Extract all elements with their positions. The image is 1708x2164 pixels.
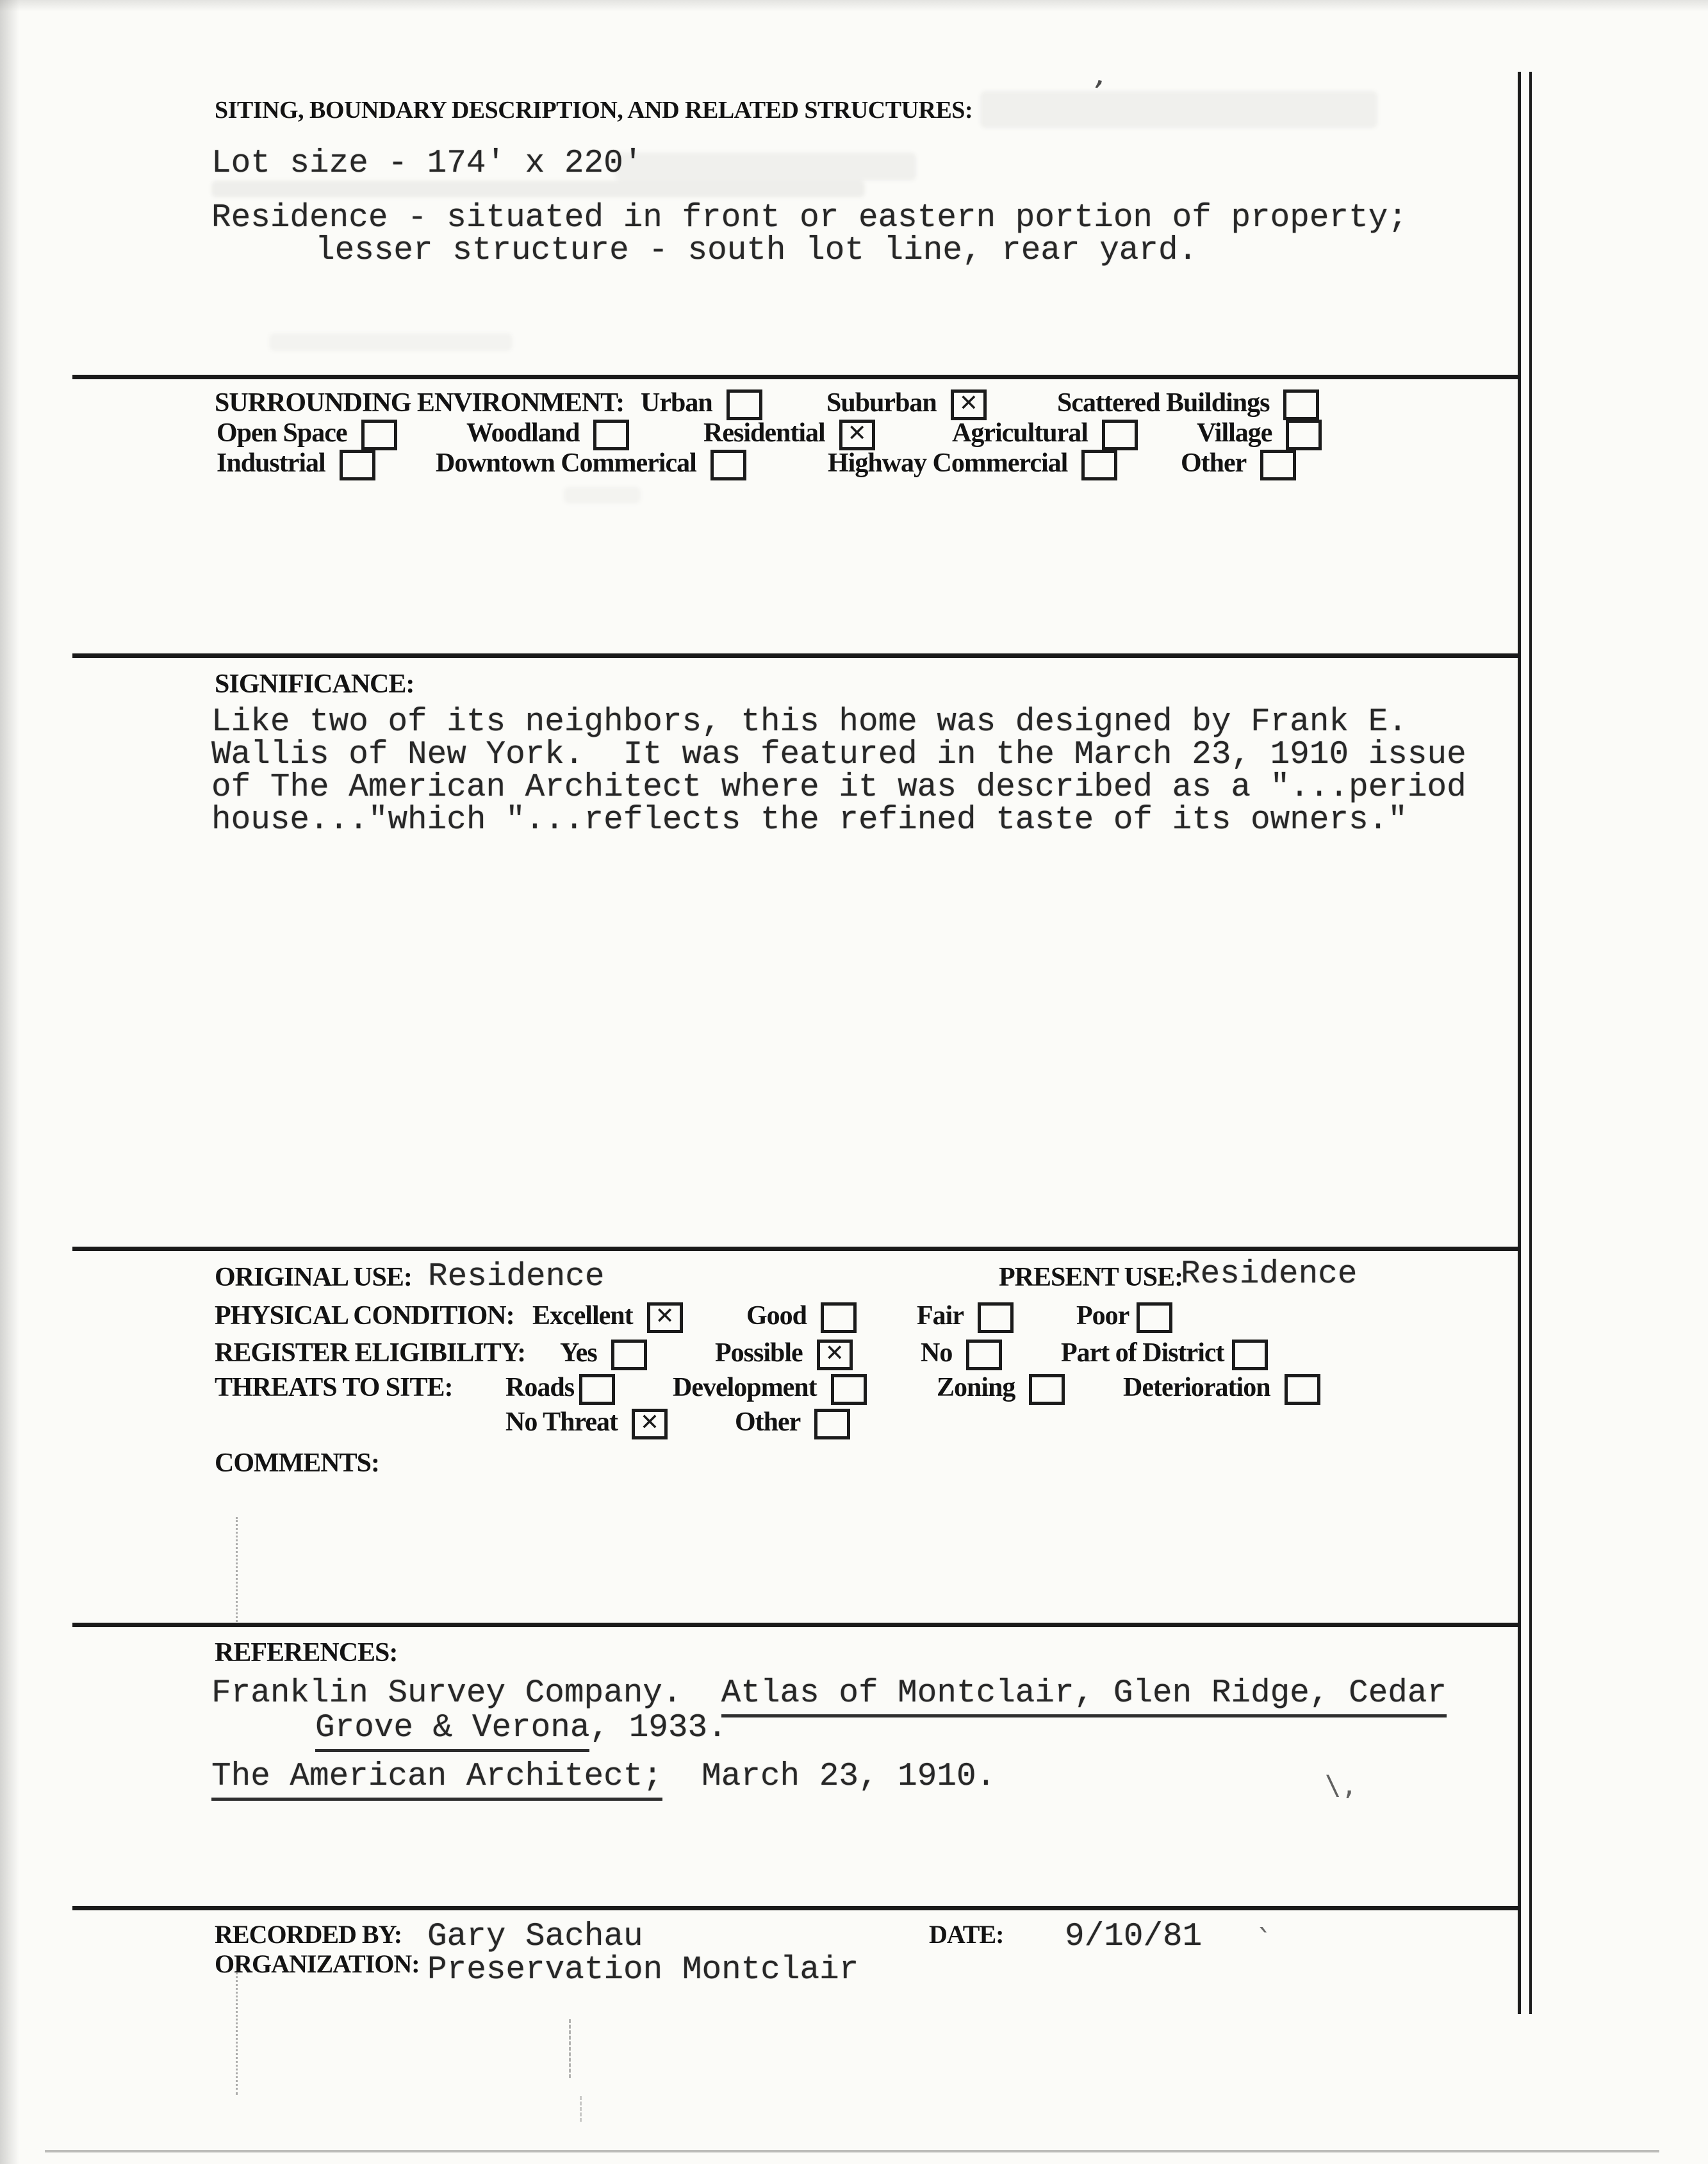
scan-artifact-dash-small <box>580 2096 582 2122</box>
threats-option-deterioration-label: Deterioration <box>1123 1373 1270 1402</box>
env-checkbox-downtown-commerical[interactable] <box>710 450 746 480</box>
section-divider-3 <box>72 1247 1519 1251</box>
threats-option-other-label: Other <box>735 1407 801 1437</box>
environment-row-3 <box>0 448 1708 482</box>
env-checkbox-industrial[interactable] <box>340 450 375 480</box>
register-eligibility-label: REGISTER ELIGIBILITY: <box>215 1338 526 1368</box>
references-heading: REFERENCES: <box>215 1638 398 1668</box>
env-checkbox-residential[interactable] <box>839 420 875 450</box>
register-checkbox-yes[interactable] <box>611 1340 647 1370</box>
physical-option-poor-label: Poor <box>1076 1301 1129 1331</box>
env-checkbox-other[interactable] <box>1260 450 1296 480</box>
physical-checkbox-good[interactable] <box>821 1302 857 1333</box>
env-option-open-space-label: Open Space <box>217 418 347 448</box>
env-option-urban-label: Urban <box>641 388 712 418</box>
reference-1-title-part-1: Atlas of Montclair, Glen Ridge, Cedar <box>721 1675 1447 1717</box>
physical-checkbox-fair[interactable] <box>978 1302 1014 1333</box>
env-option-scattered-buildings-label: Scattered Buildings <box>1057 388 1270 418</box>
env-option-village-label: Village <box>1197 418 1272 448</box>
register-checkbox-part-of-district[interactable] <box>1232 1340 1268 1370</box>
register-option-possible-label: Possible <box>715 1338 803 1368</box>
physical-option-poor <box>1076 1300 1172 1333</box>
scan-smudge-lot-size <box>615 152 916 181</box>
scan-edge-top <box>0 0 1708 12</box>
env-option-agricultural-label: Agricultural <box>952 418 1088 448</box>
scan-smudge-top-right <box>980 91 1377 128</box>
threats-checkbox-zoning[interactable] <box>1029 1374 1065 1405</box>
right-margin-double-rule <box>1518 72 1532 2014</box>
env-option-agricultural <box>952 418 1138 450</box>
present-use-label: PRESENT USE: <box>999 1263 1183 1292</box>
physical-option-good <box>746 1300 857 1333</box>
reference-1-suffix: , 1933. <box>589 1710 727 1746</box>
siting-desc-line1: Residence - situated in front or eastern portion of property; <box>211 200 1408 236</box>
env-checkbox-open-space[interactable] <box>361 420 397 450</box>
scan-fold-line-lower <box>236 1972 238 2095</box>
scan-artifact-dash <box>569 2019 571 2078</box>
recorded-by-label: RECORDED BY: <box>215 1920 402 1949</box>
scan-fold-line-upper <box>236 1517 238 1622</box>
significance-heading: SIGNIFICANCE: <box>215 669 415 699</box>
env-option-suburban <box>826 388 987 420</box>
threats-option-roads-label: Roads <box>505 1373 575 1402</box>
register-eligibility-row <box>0 1338 1708 1372</box>
use-row <box>0 1256 1708 1297</box>
significance-line-3: of The American Architect where it was described as a "...period <box>211 769 1466 806</box>
reference-1-line-2 <box>315 1712 727 1744</box>
comments-label: COMMENTS: <box>215 1448 379 1478</box>
reference-1-line-1 <box>211 1677 1447 1710</box>
threats-checkbox-roads[interactable] <box>579 1374 615 1405</box>
physical-option-fair-label: Fair <box>917 1301 964 1331</box>
register-checkbox-no[interactable] <box>966 1340 1002 1370</box>
env-option-industrial-label: Industrial <box>217 448 325 478</box>
env-checkbox-woodland[interactable] <box>593 420 629 450</box>
env-option-residential-label: Residential <box>703 418 825 448</box>
organization-value: Preservation Montclair <box>427 1952 859 1988</box>
threats-option-no-threat-label: No Threat <box>505 1407 618 1437</box>
env-option-village <box>1197 418 1322 450</box>
physical-condition-label: PHYSICAL CONDITION: <box>215 1301 514 1331</box>
env-option-downtown-commerical <box>436 448 746 480</box>
register-option-yes-label: Yes <box>560 1338 597 1368</box>
date-value: 9/10/81 <box>1065 1919 1203 1955</box>
scan-smudge-env <box>564 487 641 504</box>
threats-row-2 <box>0 1407 1708 1441</box>
env-option-highway-commercial <box>828 448 1117 480</box>
register-option-part-of-district <box>1061 1338 1268 1370</box>
env-checkbox-highway-commercial[interactable] <box>1081 450 1117 480</box>
section-divider-1 <box>72 375 1519 379</box>
env-option-other <box>1181 448 1296 480</box>
reference-2-suffix: March 23, 1910. <box>662 1758 996 1795</box>
threats-row-1 <box>0 1372 1708 1407</box>
reference-1-prefix: Franklin Survey Company. <box>211 1675 721 1712</box>
register-option-yes <box>560 1338 647 1370</box>
physical-condition-row <box>0 1300 1708 1335</box>
original-use-label: ORIGINAL USE: <box>215 1263 412 1292</box>
section-divider-2 <box>72 653 1519 658</box>
threats-option-development <box>673 1372 867 1405</box>
threats-option-zoning-label: Zoning <box>937 1373 1015 1402</box>
scan-smudge-under-lot-size <box>211 181 865 197</box>
threats-checkbox-no-threat[interactable] <box>632 1409 668 1439</box>
env-option-residential <box>703 418 875 450</box>
stray-comma-mark: ` <box>1256 1923 1274 1958</box>
significance-line-2: Wallis of New York. It was featured in the March 23, 1910 issue <box>211 737 1466 773</box>
lot-size-text: Lot size - 174' x 220' <box>211 145 643 182</box>
reference-1-title-part-2: Grove & Verona <box>315 1710 589 1752</box>
threats-checkbox-deterioration[interactable] <box>1285 1374 1320 1405</box>
siting-desc-line2: lesser structure - south lot line, rear yard. <box>315 233 1198 269</box>
env-option-downtown-commerical-label: Downtown Commerical <box>436 448 696 478</box>
date-label: DATE: <box>929 1920 1004 1949</box>
register-option-no-label: No <box>921 1338 953 1368</box>
env-option-urban <box>641 388 762 420</box>
present-use-value: Residence <box>1181 1256 1358 1293</box>
environment-row-2 <box>0 418 1708 452</box>
threats-option-development-label: Development <box>673 1373 817 1402</box>
register-checkbox-possible[interactable] <box>817 1340 853 1370</box>
env-option-highway-commercial-label: Highway Commercial <box>828 448 1068 478</box>
environment-heading: SURROUNDING ENVIRONMENT: <box>215 388 625 418</box>
threats-option-zoning <box>937 1372 1065 1405</box>
physical-option-excellent <box>532 1300 683 1333</box>
env-checkbox-urban[interactable] <box>727 389 762 420</box>
siting-heading: SITING, BOUNDARY DESCRIPTION, AND RELATED STRUCTURES: <box>215 97 973 124</box>
physical-option-good-label: Good <box>746 1301 807 1331</box>
env-option-woodland-label: Woodland <box>466 418 580 448</box>
threats-option-roads <box>505 1372 615 1405</box>
env-checkbox-scattered-buildings[interactable] <box>1283 389 1319 420</box>
threats-option-other <box>735 1407 850 1439</box>
stray-backslash-mark: \‚ <box>1325 1769 1358 1801</box>
scan-edge-left <box>0 0 19 2164</box>
threats-option-deterioration <box>1123 1372 1320 1405</box>
reference-2-line <box>211 1760 996 1793</box>
physical-checkbox-excellent[interactable] <box>647 1302 683 1333</box>
scan-smudge-mid <box>269 333 513 351</box>
significance-line-1: Like two of its neighbors, this home was designed by Frank E. <box>211 704 1408 741</box>
physical-checkbox-poor[interactable] <box>1137 1302 1172 1333</box>
env-option-industrial <box>217 448 375 480</box>
bottom-faint-rule <box>45 2150 1659 2152</box>
env-checkbox-suburban[interactable] <box>951 389 987 420</box>
env-option-suburban-label: Suburban <box>826 388 937 418</box>
env-checkbox-agricultural[interactable] <box>1102 420 1138 450</box>
register-option-no <box>921 1338 1002 1370</box>
stray-apostrophe-mark: ’ <box>1084 74 1109 110</box>
organization-row <box>0 1949 1708 1988</box>
section-divider-5 <box>72 1906 1519 1910</box>
env-checkbox-village[interactable] <box>1286 420 1322 450</box>
section-divider-4 <box>72 1623 1519 1627</box>
environment-heading-wrap <box>215 388 624 418</box>
env-option-other-label: Other <box>1181 448 1247 478</box>
organization-label: ORGANIZATION: <box>215 1949 420 1978</box>
register-option-possible <box>715 1338 853 1370</box>
physical-option-excellent-label: Excellent <box>532 1301 633 1331</box>
env-option-scattered-buildings <box>1057 388 1319 420</box>
environment-row-1 <box>0 388 1708 422</box>
physical-option-fair <box>917 1300 1014 1333</box>
env-option-open-space <box>217 418 397 450</box>
significance-line-4: house..."which "...reflects the refined taste of its owners." <box>211 802 1408 839</box>
threats-option-no-threat <box>505 1407 668 1439</box>
recorded-by-value: Gary Sachau <box>427 1919 643 1955</box>
original-use-value: Residence <box>428 1259 605 1295</box>
threats-checkbox-development[interactable] <box>831 1374 867 1405</box>
threats-label: THREATS TO SITE: <box>215 1373 453 1402</box>
threats-checkbox-other[interactable] <box>814 1409 850 1439</box>
env-option-woodland <box>466 418 629 450</box>
register-option-part-of-district-label: Part of District <box>1061 1338 1224 1368</box>
reference-2-title: The American Architect; <box>211 1758 662 1801</box>
section-siting <box>215 95 973 126</box>
